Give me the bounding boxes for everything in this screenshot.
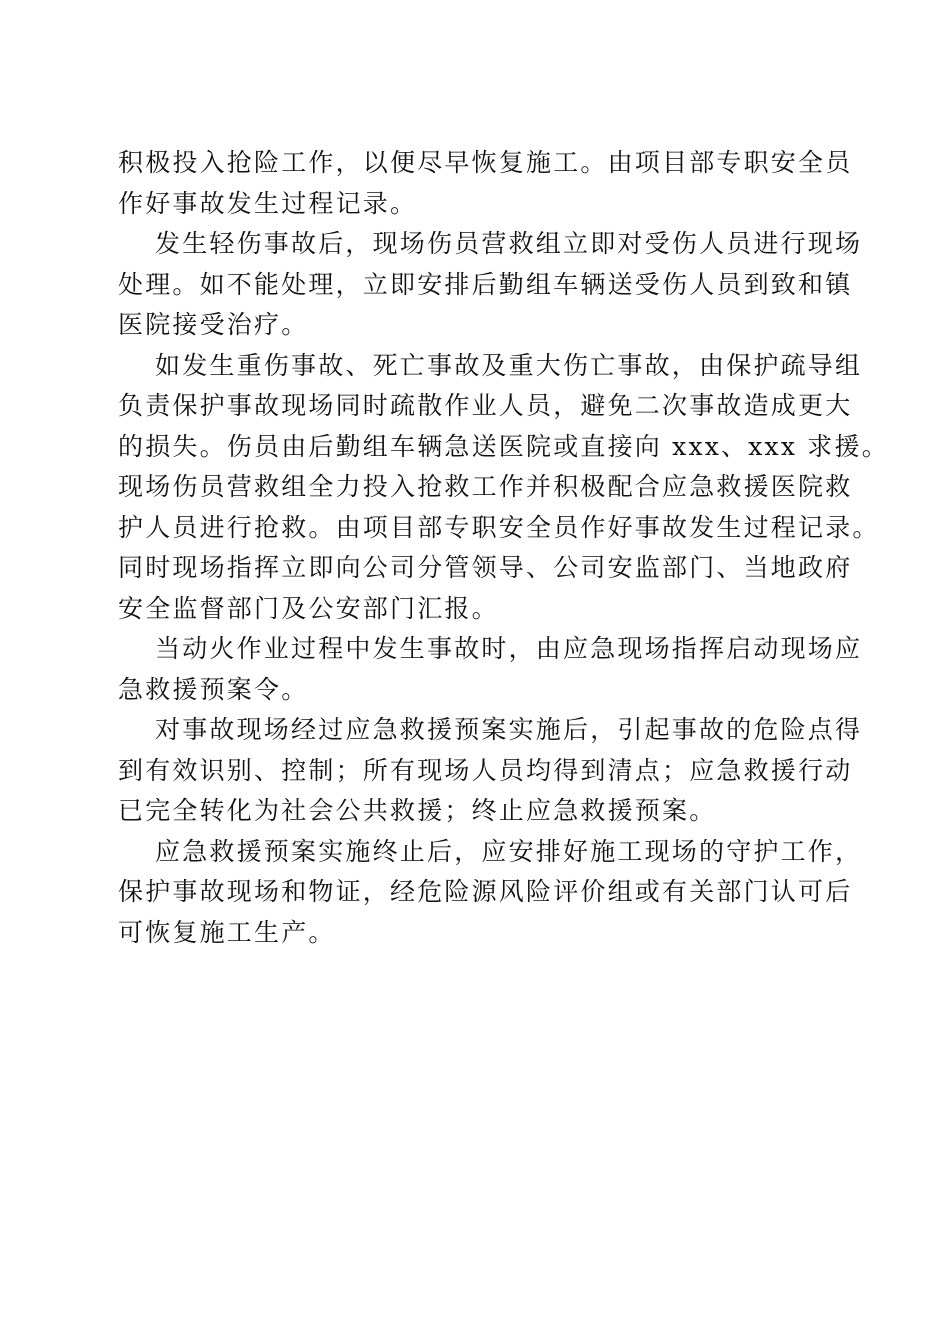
paragraph-start-line: 对事故现场经过应急救援预案实施后，引起事故的危险点得 xyxy=(155,715,863,744)
text-line: 现场伤员营救组全力投入抢救工作并积极配合应急救援医院救 xyxy=(118,472,853,501)
paragraph-start-line: 当动火作业过程中发生事故时，由应急现场指挥启动现场应 xyxy=(155,634,863,663)
document-body xyxy=(118,143,889,953)
text-line: 已完全转化为社会公共救援；终止应急救援预案。 xyxy=(118,796,717,825)
paragraph-start-line: 发生轻伤事故后，现场伤员营救组立即对受伤人员进行现场 xyxy=(155,229,863,258)
text-line: 同时现场指挥立即向公司分管领导、公司安监部门、当地政府 xyxy=(118,553,853,582)
text-line: 负责保护事故现场同时疏散作业人员，避免二次事故造成更大 xyxy=(118,391,853,420)
text-line: 作好事故发生过程记录。 xyxy=(118,188,418,218)
text-line: 积极投入抢险工作，以便尽早恢复施工。由项目部专职安全员 xyxy=(118,148,853,177)
text-line: 可恢复施工生产。 xyxy=(118,917,336,947)
text-line: 到有效识别、控制；所有现场人员均得到清点；应急救援行动 xyxy=(118,755,853,785)
text-line: 急救援预案令。 xyxy=(118,674,309,704)
text-line: 护人员进行抢救。由项目部专职安全员作好事故发生过程记录。 xyxy=(118,512,880,542)
text-line: 安全监督部门及公安部门汇报。 xyxy=(118,593,499,623)
paragraph-start-line: 如发生重伤事故、死亡事故及重大伤亡事故，由保护疏导组 xyxy=(155,350,863,380)
paragraph-start-line: 应急救援预案实施终止后，应安排好施工现场的守护工作， xyxy=(155,836,863,866)
text-line: 的损失。伤员由后勤组车辆急送医院或直接向 xxx、xxx 求援。 xyxy=(118,431,889,461)
text-line: 保护事故现场和物证，经危险源风险评价组或有关部门认可后 xyxy=(118,877,853,906)
text-line: 医院接受治疗。 xyxy=(118,310,309,339)
text-line: 处理。如不能处理，立即安排后勤组车辆送受伤人员到致和镇 xyxy=(118,269,853,299)
